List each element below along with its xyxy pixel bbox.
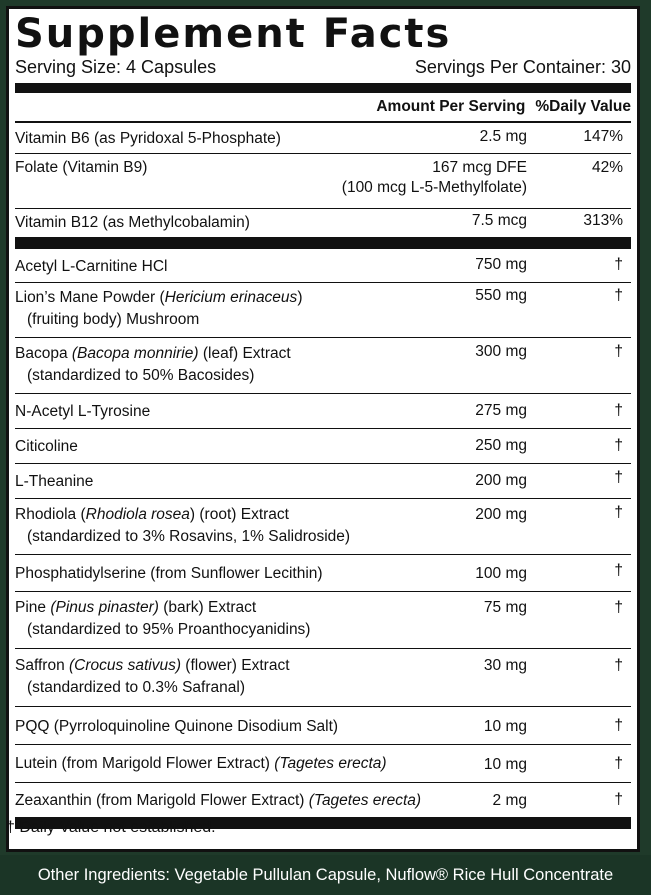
ingredient-dv: † [614, 287, 623, 304]
name-latin: (Tagetes erecta) [274, 755, 387, 772]
nutrient-name: Vitamin B12 (as Methylcobalamin) [15, 214, 250, 231]
ingredient-dv: † [614, 599, 623, 616]
nutrient-amount: 2.5 mg [479, 128, 527, 145]
ingredient-dv: † [614, 256, 623, 273]
nutrient-name: Vitamin B6 (as Pyridoxal 5-Phosphate) [15, 130, 281, 147]
name-part: Pine [15, 599, 51, 616]
name-latin: (Tagetes erecta) [308, 792, 422, 809]
ingredient-amount: 2 mg [492, 792, 527, 809]
ingredient-row [15, 782, 631, 817]
nutrient-dv: 42% [591, 159, 623, 176]
ingredient-row [15, 706, 631, 744]
ingredient-name [15, 753, 387, 775]
ingredient-row [15, 249, 631, 282]
other-ingredients: Other Ingredients: Vegetable Pullulan Capsule, Nuflow® Rice Hull Concentrate [37, 866, 614, 884]
name-latin: (Pinus pinaster) [50, 599, 159, 616]
ingredient-row [15, 648, 631, 706]
ingredient-dv: † [614, 562, 623, 579]
ingredient-name: N-Acetyl L-Tyrosine [15, 403, 151, 420]
name-latin: (Crocus sativus) [69, 657, 181, 674]
ingredient-name [15, 655, 290, 699]
name-part: Saffron [15, 657, 70, 674]
name-part: (leaf) Extract [198, 345, 291, 362]
ingredient-name: L-Theanine [15, 473, 94, 490]
ingredient-row [15, 393, 631, 428]
ingredient-subtext: (standardized to 95% Proanthocyanidins) [27, 621, 311, 638]
serving-size: Serving Size: 4 Capsules [15, 57, 217, 77]
ingredient-amount: 10 mg [483, 718, 527, 735]
name-part: ) [297, 289, 303, 306]
ingredient-amount: 200 mg [475, 506, 527, 523]
ingredient-name [15, 343, 291, 387]
vitamin-row [15, 121, 631, 153]
serving-info [15, 57, 631, 77]
ingredient-row [15, 744, 631, 782]
name-latin: Rhodiola rosea [85, 506, 190, 523]
footnote: † Daily Value not established. [6, 819, 216, 836]
other-ingredients-bar [0, 855, 651, 895]
name-part: (bark) Extract [158, 599, 257, 616]
name-part: Lutein (from Marigold Flower Extract) [15, 755, 275, 772]
ingredient-row [15, 591, 631, 648]
ingredient-name [15, 287, 302, 331]
ingredient-amount: 300 mg [475, 343, 527, 360]
ingredient-name: Acetyl L-Carnitine HCl [15, 258, 168, 275]
ingredient-name: Phosphatidylserine (from Sunflower Lecithin) [15, 565, 323, 582]
ingredient-subtext: (standardized to 3% Rosavins, 1% Salidroside) [27, 528, 351, 545]
nutrient-amount-detail: (100 mcg L-5-Methylfolate) [341, 179, 527, 196]
ingredient-name [15, 597, 310, 641]
ingredient-name [15, 504, 350, 548]
divider-thick [15, 83, 631, 93]
name-latin: Hericium erinaceus [164, 289, 298, 306]
panel-title: Supplement Facts [15, 11, 452, 57]
name-latin: (Bacopa monnirie) [71, 345, 199, 362]
name-part: (flower) Extract [180, 657, 290, 674]
ingredient-subtext: (standardized to 0.3% Safranal) [27, 679, 245, 696]
ingredient-name: PQQ (Pyrroloquinoline Quinone Disodium Salt) [15, 718, 339, 735]
ingredient-dv: † [614, 657, 623, 674]
nutrient-name: Folate (Vitamin B9) [15, 159, 148, 176]
ingredient-amount: 30 mg [483, 657, 527, 674]
ingredient-amount: 75 mg [483, 599, 527, 616]
ingredient-amount: 750 mg [475, 256, 527, 273]
ingredient-dv: † [614, 469, 623, 486]
ingredient-dv: † [614, 402, 623, 419]
ingredient-subtext: (standardized to 50% Bacosides) [27, 367, 255, 384]
nutrient-dv: 313% [583, 212, 623, 229]
ingredient-row [15, 498, 631, 554]
name-part: Lion’s Mane Powder ( [15, 289, 165, 306]
ingredient-dv: † [614, 791, 623, 808]
col-dv-label: %Daily Value [535, 98, 631, 115]
column-header [15, 93, 631, 121]
ingredient-amount: 550 mg [475, 287, 527, 304]
ingredient-subtext: (fruiting body) Mushroom [27, 311, 200, 328]
col-amount-label: Amount Per Serving [376, 98, 526, 115]
ingredient-row [15, 463, 631, 498]
ingredient-amount: 10 mg [483, 756, 527, 773]
name-part: Bacopa [15, 345, 72, 362]
ingredient-name: Citicoline [15, 438, 78, 455]
ingredient-name [15, 790, 421, 812]
ingredient-amount: 275 mg [475, 402, 527, 419]
ingredient-amount: 100 mg [475, 565, 527, 582]
supplement-facts-panel [6, 6, 640, 852]
ingredient-row [15, 282, 631, 337]
ingredient-row [15, 337, 631, 393]
name-part: ) (root) Extract [189, 506, 289, 523]
ingredient-row [15, 554, 631, 591]
ingredient-dv: † [614, 343, 623, 360]
nutrient-amount: 7.5 mcg [471, 212, 527, 229]
ingredient-dv: † [614, 437, 623, 454]
ingredient-amount: 200 mg [475, 472, 527, 489]
ingredient-amount: 250 mg [475, 437, 527, 454]
ingredient-row [15, 428, 631, 463]
name-part: Rhodiola ( [15, 506, 86, 523]
servings-per-container: Servings Per Container: 30 [414, 57, 631, 77]
nutrient-amount: 167 mcg DFE [432, 159, 527, 176]
divider-medium [15, 237, 631, 249]
ingredient-dv: † [614, 755, 623, 772]
nutrient-dv: 147% [583, 128, 623, 145]
ingredient-dv: † [614, 717, 623, 734]
vitamin-row [15, 208, 631, 237]
vitamin-row [15, 153, 631, 208]
ingredient-dv: † [614, 504, 623, 521]
name-part: Zeaxanthin (from Marigold Flower Extract) [15, 792, 309, 809]
